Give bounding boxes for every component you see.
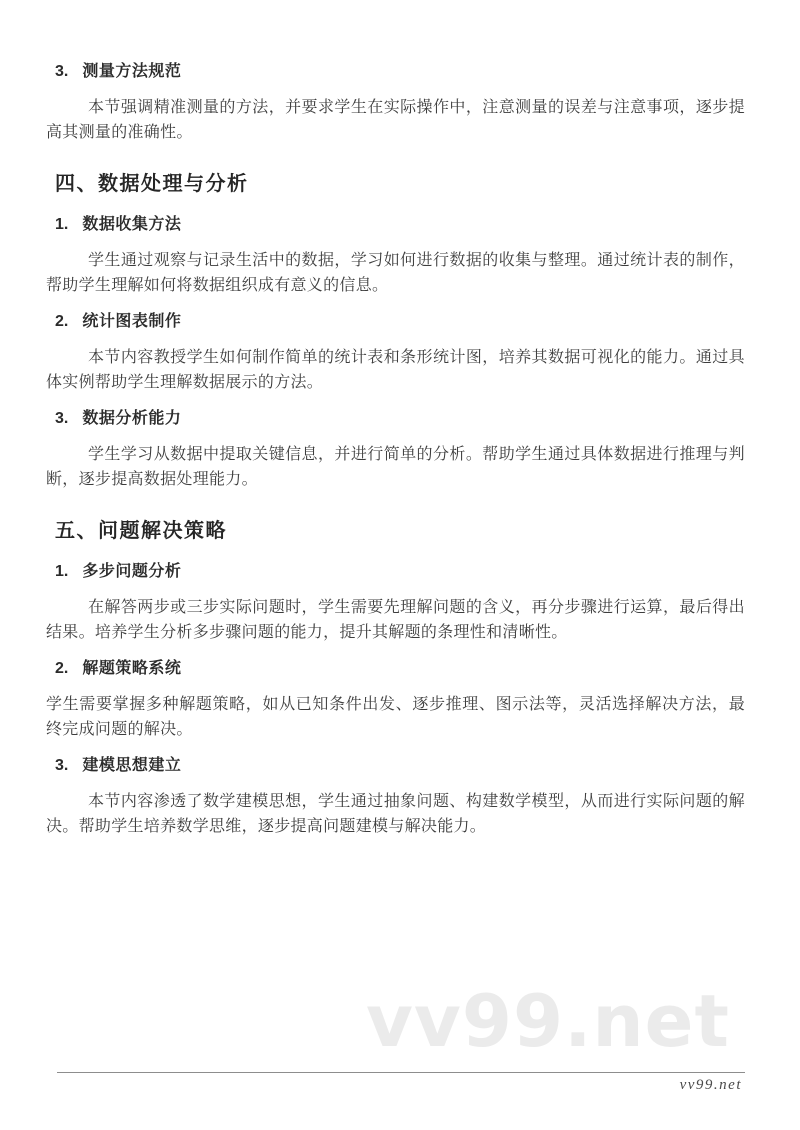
item-title: 建模思想建立 xyxy=(82,757,182,774)
paragraph-strategy-system: 学生需要掌握多种解题策略，如从已知条件出发、逐步推理、图示法等，灵活选择解决方法，最终完成问题的解决。 xyxy=(46,696,745,738)
item-number: 1. xyxy=(55,216,69,233)
footer-site-label: vv99.net xyxy=(679,1077,742,1093)
paragraph-data-collection: 学生通过观察与记录生活中的数据，学习如何进行数据的收集与整理。通过统计表的制作，帮助学生理解如何将数据组织成有意义的信息。 xyxy=(46,252,745,294)
section-heading-problem-solving: 五、问题解决策略 xyxy=(55,520,227,542)
item-number: 3. xyxy=(55,63,69,80)
section-heading-data-processing: 四、数据处理与分析 xyxy=(55,173,249,195)
paragraph-data-analysis: 学生学习从数据中提取关键信息，并进行简单的分析。帮助学生通过具体数据进行推理与判断，逐步提高数据处理能力。 xyxy=(46,446,745,488)
document-content xyxy=(46,48,745,853)
item-number: 3. xyxy=(55,410,69,427)
item-heading-strategy-system xyxy=(46,659,745,679)
paragraph-modeling-thinking: 本节内容渗透了数学建模思想，学生通过抽象问题、构建数学模型，从而进行实际问题的解决。帮助学生培养数学思维，逐步提高问题建模与解决能力。 xyxy=(46,793,745,835)
item-heading-modeling-thinking xyxy=(46,756,745,776)
item-heading-multistep-analysis xyxy=(46,562,745,582)
paragraph-measurement-method: 本节强调精准测量的方法，并要求学生在实际操作中，注意测量的误差与注意事项，逐步提高其测量的准确性。 xyxy=(46,99,745,141)
item-heading-measurement-method xyxy=(46,62,745,82)
watermark-text: vv99.net xyxy=(366,979,730,1063)
item-title: 测量方法规范 xyxy=(82,63,182,80)
item-title: 多步问题分析 xyxy=(82,563,182,580)
item-title: 数据收集方法 xyxy=(82,216,182,233)
item-title: 解题策略系统 xyxy=(82,660,182,677)
item-heading-data-analysis xyxy=(46,409,745,429)
paragraph-chart-making: 本节内容教授学生如何制作简单的统计表和条形统计图，培养其数据可视化的能力。通过具体实例帮助学生理解数据展示的方法。 xyxy=(46,349,745,391)
item-number: 2. xyxy=(55,660,69,677)
footer-divider xyxy=(57,1072,745,1073)
paragraph-multistep-analysis: 在解答两步或三步实际问题时，学生需要先理解问题的含义，再分步骤进行运算，最后得出结果。培养学生分析多步骤问题的能力，提升其解题的条理性和清晰性。 xyxy=(46,599,745,641)
item-number: 1. xyxy=(55,563,69,580)
item-number: 3. xyxy=(55,757,69,774)
item-title: 数据分析能力 xyxy=(82,410,182,427)
item-title: 统计图表制作 xyxy=(82,313,182,330)
item-heading-chart-making xyxy=(46,312,745,332)
item-heading-data-collection xyxy=(46,215,745,235)
item-number: 2. xyxy=(55,313,69,330)
